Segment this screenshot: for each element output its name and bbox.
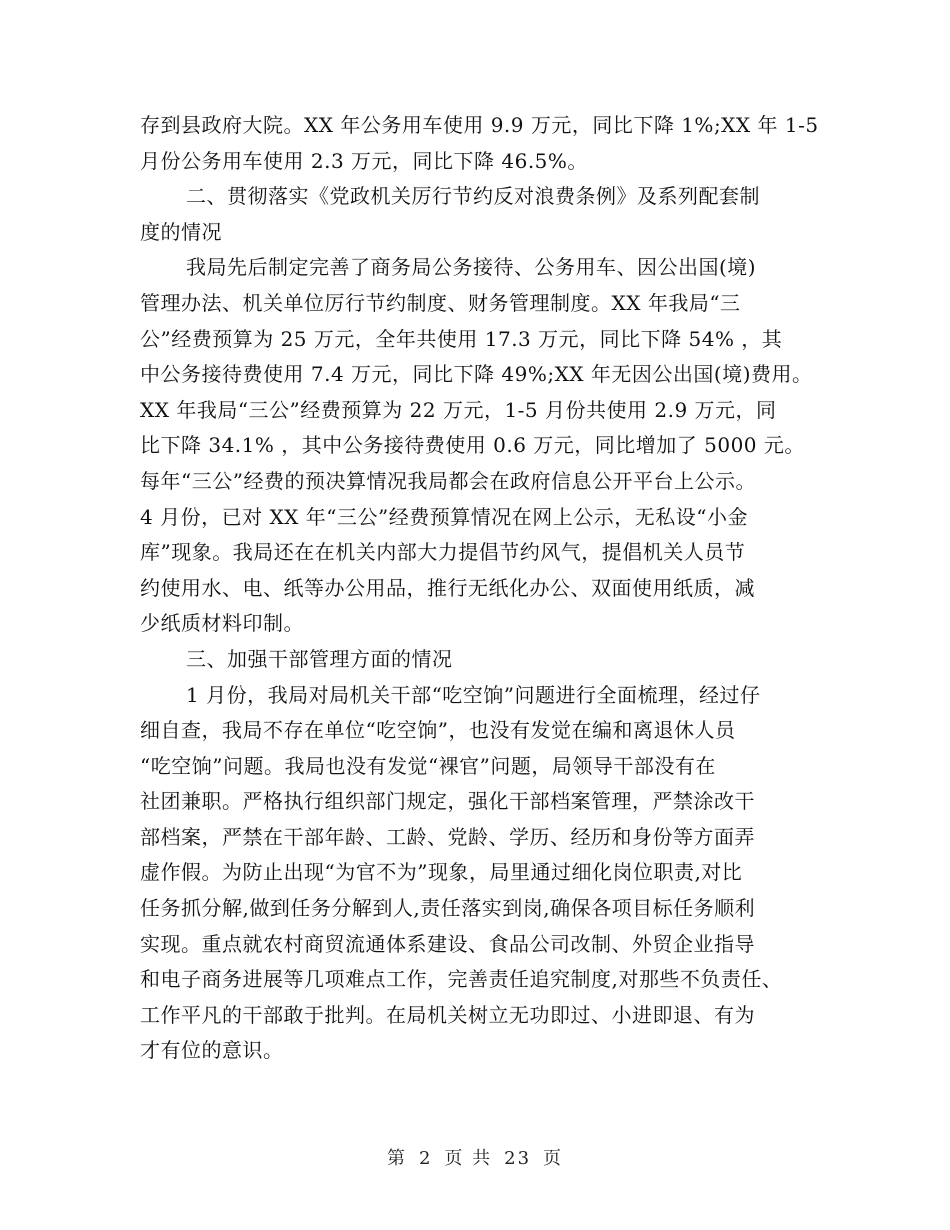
footer-total-pages: 23 (504, 1148, 532, 1169)
text-line: “吃空饷”问题。我局也没有发觉“裸官”问题，局领导干部没有在 (140, 753, 716, 778)
text-line: 4 月份，已对 XX 年“三公”经费预算情况在网上公示，无私设“小金 (140, 504, 748, 529)
text-line: 月份公务用车使用 2.3 万元，同比下降 46.5%。 (140, 148, 588, 173)
text-line: 约使用水、电、纸等办公用品，推行无纸化办公、双面使用纸质，减 (140, 575, 755, 600)
footer-prefix: 第 (386, 1148, 407, 1169)
footer-suffix: 页 (543, 1148, 564, 1169)
text-line: 二、贯彻落实《党政机关厉行节约反对浪费条例》及系列配套制 (186, 184, 760, 209)
text-line: 少纸质材料印制。 (140, 611, 304, 636)
text-line: 存到县政府大院。XX 年公务用车使用 9.9 万元，同比下降 1%;XX 年 1-5 (140, 113, 819, 137)
text-line: 三、加强干部管理方面的情况 (186, 646, 453, 671)
text-line: 实现。重点就农村商贸流通体系建设、食品公司改制、外贸企业指导 (140, 931, 755, 956)
text-line: 我局先后制定完善了商务局公务接待、公务用车、因公出国(境) (186, 255, 757, 280)
page-footer (0, 1144, 950, 1170)
document-body (140, 108, 819, 1069)
text-line: 度的情况 (140, 219, 222, 244)
footer-middle: 页 共 (444, 1148, 493, 1169)
text-line: 中公务接待费使用 7.4 万元，同比下降 49%;XX 年无因公出国(境)费用。 (140, 362, 813, 387)
text-line: XX 年我局“三公”经费预算为 22 万元，1-5 月份共使用 2.9 万元，同 (140, 397, 777, 422)
text-line: 才有位的意识。 (140, 1038, 284, 1063)
text-line: 每年“三公”经费的预决算情况我局都会在政府信息公开平台上公示。 (140, 468, 756, 493)
text-line: 虚作假。为防止出现“为官不为”现象，局里通过细化岗位职责,对比 (140, 860, 743, 885)
text-line: 部档案，严禁在干部年龄、工龄、党龄、学历、经历和身份等方面弄 (140, 824, 755, 849)
text-line: 细自查，我局不存在单位“吃空饷”，也没有发觉在编和离退休人员 (140, 718, 736, 743)
text-line: 工作平凡的干部敢于批判。在局机关树立无功即过、小进即退、有为 (140, 1002, 755, 1027)
text-line: 库”现象。我局还在在机关内部大力提倡节约风气，提倡机关人员节 (140, 540, 746, 565)
text-line: 社团兼职。严格执行组织部门规定，强化干部档案管理，严禁涂改干 (140, 789, 755, 814)
text-line: 和电子商务进展等几项难点工作，完善责任追究制度,对那些不负责任、 (140, 967, 783, 992)
text-line: 1 月份，我局对局机关干部“吃空饷”问题进行全面梳理，经过仔 (186, 682, 761, 707)
footer-page-number: 2 (418, 1148, 433, 1169)
text-line: 任务抓分解,做到任务分解到人,责任落实到岗,确保各项目标任务顺利 (140, 896, 756, 921)
text-line: 比下降 34.1% ，其中公务接待费使用 0.6 万元，同比增加了 5000 元。 (140, 433, 805, 458)
text-line: 公”经费预算为 25 万元，全年共使用 17.3 万元，同比下降 54% ，其 (140, 326, 783, 351)
text-line: 管理办法、机关单位厉行节约制度、财务管理制度。XX 年我局“三 (140, 290, 741, 315)
